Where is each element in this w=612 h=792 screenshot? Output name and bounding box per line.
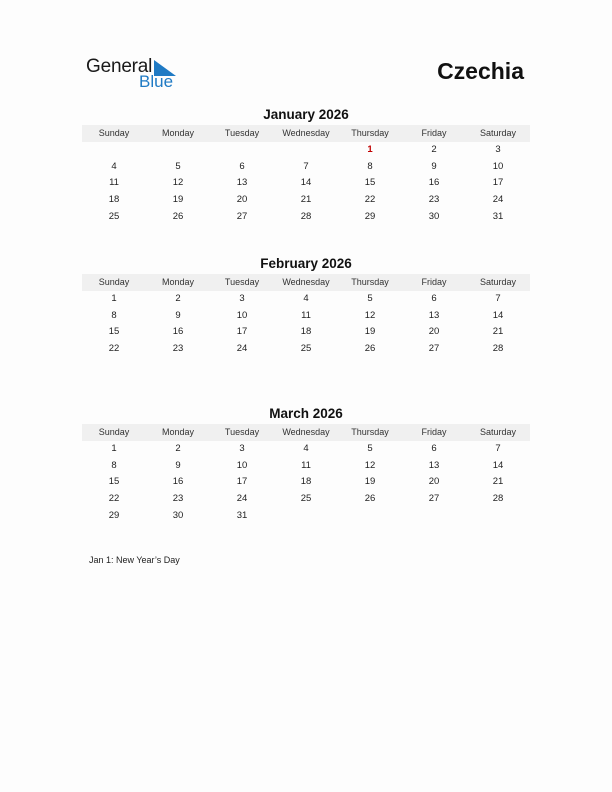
day-cell: 12 (364, 309, 376, 321)
day-cell: 15 (108, 476, 120, 488)
logo-general-text: General (86, 56, 153, 77)
weekday-label: Friday (421, 128, 447, 138)
weekday-header-row (82, 125, 530, 142)
weekday-label: Sunday (98, 277, 130, 287)
day-cell: 10 (492, 160, 504, 172)
weekday-label: Wednesday (282, 427, 330, 437)
week-row (82, 291, 530, 308)
holiday-note: Jan 1: New Year’s Day (89, 555, 180, 565)
day-cell: 12 (364, 459, 376, 471)
week-row (82, 441, 530, 458)
weekday-label: Friday (421, 427, 447, 437)
weekday-label: Monday (161, 427, 195, 437)
empty-day-cell (402, 508, 466, 525)
empty-day-cell (466, 508, 530, 525)
day-cell: 23 (428, 194, 440, 206)
day-cell: 6 (431, 443, 437, 454)
month-title: March 2026 (269, 406, 343, 421)
weekday-label: Saturday (479, 128, 517, 138)
day-cell: 4 (303, 443, 309, 454)
logo-blue-text: Blue (139, 72, 174, 91)
day-cell: 25 (300, 343, 312, 355)
empty-day-cell (210, 142, 274, 159)
week-row (82, 491, 530, 508)
day-cell: 3 (239, 443, 245, 454)
day-cell: 8 (111, 459, 117, 471)
day-cell: 19 (172, 194, 184, 206)
weekday-label: Friday (421, 277, 447, 287)
month-calendar (82, 255, 530, 358)
day-cell: 20 (428, 476, 440, 488)
day-cell: 5 (367, 443, 373, 454)
day-cell: 6 (239, 160, 245, 172)
day-cell: 27 (428, 493, 440, 505)
day-cell: 1 (111, 443, 117, 454)
empty-day-cell (146, 142, 210, 159)
day-cell: 16 (428, 177, 440, 189)
weekday-label: Sunday (98, 128, 130, 138)
weekday-header-row (82, 274, 530, 291)
day-cell: 24 (236, 493, 248, 505)
day-cell: 19 (364, 326, 376, 338)
week-row (82, 192, 530, 209)
day-cell: 27 (428, 343, 440, 355)
day-cell: 2 (431, 144, 437, 155)
day-cell: 27 (236, 210, 248, 222)
day-cell: 10 (236, 459, 248, 471)
day-cell: 16 (172, 326, 184, 338)
day-cell: 19 (364, 476, 376, 488)
week-row (82, 341, 530, 358)
weekday-label: Tuesday (224, 277, 260, 287)
day-cell: 2 (175, 443, 181, 454)
day-cell: 13 (428, 459, 440, 471)
weekday-header-row (82, 424, 530, 441)
empty-day-cell (274, 142, 338, 159)
week-row (82, 308, 530, 325)
country-title: Czechia (437, 58, 524, 84)
day-cell: 26 (172, 210, 184, 222)
day-cell: 22 (108, 343, 120, 355)
day-cell: 21 (300, 194, 312, 206)
month-calendar (82, 405, 530, 524)
day-cell: 18 (300, 476, 312, 488)
day-cell: 26 (364, 493, 376, 505)
day-cell: 15 (108, 326, 120, 338)
day-cell: 26 (364, 343, 376, 355)
day-cell: 24 (236, 343, 248, 355)
brand-logo (86, 56, 186, 92)
empty-day-cell (338, 508, 402, 525)
day-cell: 28 (492, 343, 504, 355)
empty-day-cell (82, 142, 146, 159)
day-cell: 22 (108, 493, 120, 505)
day-cell: 17 (236, 476, 248, 488)
day-cell: 30 (428, 210, 440, 222)
day-cell: 12 (172, 177, 184, 189)
day-cell: 29 (364, 210, 376, 222)
week-row (82, 474, 530, 491)
weekday-label: Saturday (479, 427, 517, 437)
day-cell: 14 (300, 177, 312, 189)
week-row (82, 159, 530, 176)
day-cell: 11 (301, 459, 311, 471)
day-cell: 9 (431, 160, 437, 172)
month-title: January 2026 (263, 107, 349, 122)
day-cell: 9 (175, 459, 181, 471)
weekday-label: Monday (161, 277, 195, 287)
week-row (82, 324, 530, 341)
day-cell: 14 (492, 459, 504, 471)
day-cell: 22 (364, 194, 376, 206)
weekday-label: Tuesday (224, 427, 260, 437)
day-cell: 31 (492, 210, 504, 222)
day-cell: 21 (492, 476, 504, 488)
day-cell: 1 (111, 293, 117, 304)
day-cell: 7 (495, 293, 501, 304)
weekday-label: Wednesday (282, 128, 330, 138)
day-cell: 13 (428, 309, 440, 321)
day-cell: 23 (172, 343, 184, 355)
day-cell: 21 (492, 326, 504, 338)
day-cell: 30 (172, 509, 184, 521)
day-cell: 17 (492, 177, 504, 189)
weekday-label: Thursday (351, 277, 389, 287)
day-cell: 31 (236, 509, 248, 521)
day-cell: 4 (303, 293, 309, 304)
day-cell: 3 (239, 293, 245, 304)
day-cell: 28 (492, 493, 504, 505)
week-row (82, 175, 530, 192)
day-cell: 28 (300, 210, 312, 222)
day-cell: 8 (111, 309, 117, 321)
day-cell: 6 (431, 293, 437, 304)
weekday-label: Thursday (351, 128, 389, 138)
day-cell: 5 (367, 293, 373, 304)
day-cell: 23 (172, 493, 184, 505)
weekday-label: Sunday (98, 427, 130, 437)
day-cell: 11 (109, 177, 119, 189)
day-cell: 3 (495, 144, 501, 155)
day-cell: 25 (108, 210, 120, 222)
weekday-label: Tuesday (224, 128, 260, 138)
day-cell: 7 (495, 443, 501, 454)
day-cell: 17 (236, 326, 248, 338)
day-cell: 15 (364, 177, 376, 189)
day-cell: 16 (172, 476, 184, 488)
month-calendar (82, 106, 530, 225)
day-cell: 29 (108, 509, 120, 521)
weekday-label: Saturday (479, 277, 517, 287)
day-cell: 13 (236, 177, 248, 189)
day-cell: 24 (492, 194, 504, 206)
weekday-label: Monday (161, 128, 195, 138)
month-title: February 2026 (260, 256, 352, 271)
day-cell: 20 (428, 326, 440, 338)
week-row (82, 458, 530, 475)
day-cell: 5 (175, 160, 181, 172)
holiday-day-cell: 1 (367, 144, 373, 155)
week-row (82, 508, 530, 525)
day-cell: 20 (236, 194, 248, 206)
day-cell: 2 (175, 293, 181, 304)
day-cell: 14 (492, 309, 504, 321)
week-row (82, 142, 530, 159)
weekday-label: Wednesday (282, 277, 330, 287)
day-cell: 9 (175, 309, 181, 321)
day-cell: 4 (111, 160, 117, 172)
week-row (82, 209, 530, 226)
day-cell: 25 (300, 493, 312, 505)
day-cell: 11 (301, 309, 311, 321)
empty-day-cell (274, 508, 338, 525)
day-cell: 18 (300, 326, 312, 338)
day-cell: 8 (367, 160, 373, 172)
day-cell: 7 (303, 160, 309, 172)
day-cell: 10 (236, 309, 248, 321)
day-cell: 18 (108, 194, 120, 206)
weekday-label: Thursday (351, 427, 389, 437)
